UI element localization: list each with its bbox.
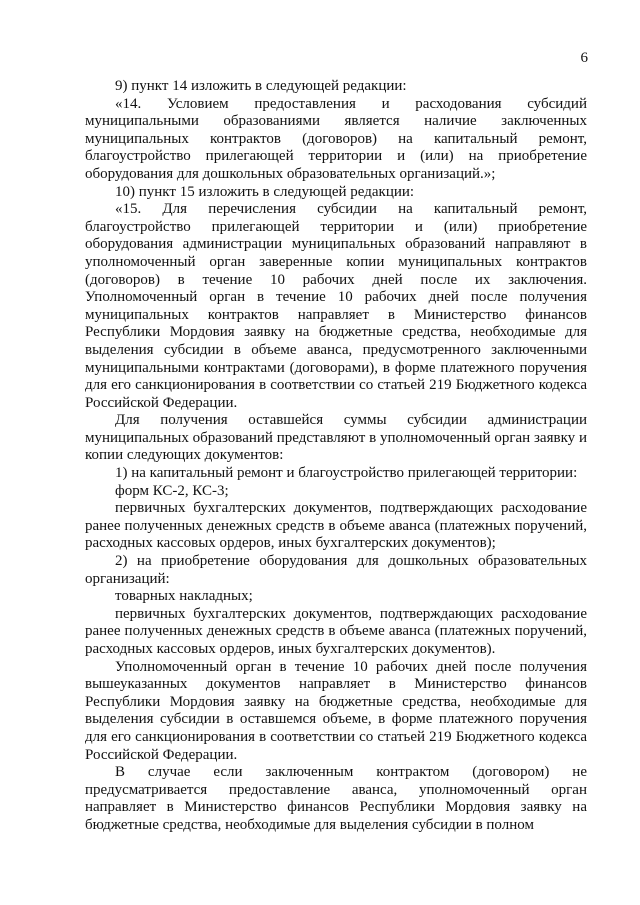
document-body xyxy=(85,78,587,835)
list-item-repair: 1) на капитальный ремонт и благоустройство прилегающей территории: xyxy=(115,465,578,482)
paragraph-no-advance: В случае если заключенным контрактом (договором) не предусматривается предоставление аванса, уполномоченный орган направляет в Министерство финансов Республики Мордовия заявку на бюджетные средства, необходимые для выделения субсидии в полном xyxy=(85,764,587,833)
paragraph-item-9-heading: 9) пункт 14 изложить в следующей редакции: xyxy=(115,78,407,94)
paragraph-remaining-subsidy: Для получения оставшейся суммы субсидии администрации муниципальных образований представляют в уполномоченный орган заявку и копии следующих документов: xyxy=(85,412,587,464)
list-subitem-ks-forms: форм КС-2, КС-3; xyxy=(115,482,229,499)
paragraph-item-10-heading: 10) пункт 15 изложить в следующей редакции: xyxy=(115,183,415,200)
paragraph-point-15-text: «15. Для перечисления субсидии на капитальный ремонт, благоустройство прилегающей территории и (или) приобретение оборудования администрации муниципальных образований направляют в уполномоченный орган заверенные копии муниципальных контрактов (договоров) в течение 10 рабочих дней после их заключения. Уполномоченный орган в течение 10 рабочих дней после получения муниципальных контрактов направляет в Министерство финансов Республики Мордовия заявку на бюджетные средства, необходимые для выделения субсидии в объеме аванса, предусмотренного заключенными муниципальными контрактами (договорами), в форме платежного поручения для его санкционирования в соответствии со статьей 219 Бюджетного кодекса Российской Федерации. xyxy=(85,201,587,411)
list-subitem-primary-docs-2: первичных бухгалтерских документов, подтверждающих расходование ранее полученных денежных средств в объеме аванса (платежных поручений, расходных кассовых ордеров, иных бухгалтерских документов). xyxy=(85,605,587,657)
paragraph-authorized-body: Уполномоченный орган в течение 10 рабочих дней после получения вышеуказанных документов направляет в Министерство финансов Республики Мордовия заявку на бюджетные средства, необходимые для выделения субсидии в оставшемся объеме, в форме платежного поручения для его санкционирования в соответствии со статьей 219 Бюджетного кодекса Российской Федерации. xyxy=(85,658,587,763)
paragraph-point-14-text: «14. Условием предоставления и расходования субсидий муниципальными образованиями является наличие заключенных муниципальных контрактов (договоров) на капитальный ремонт, благоустройство прилегающей территории и (или) на приобретение оборудования для дошкольных образовательных организаций.»; xyxy=(85,95,587,182)
list-item-equipment: 2) на приобретение оборудования для дошкольных образовательных организаций: xyxy=(85,553,587,587)
page-number: 6 xyxy=(580,50,588,66)
list-subitem-invoices: товарных накладных; xyxy=(115,588,253,605)
list-subitem-primary-docs-1: первичных бухгалтерских документов, подтверждающих расходование ранее полученных денежных средств в объеме аванса (платежных поручений, расходных кассовых ордеров, иных бухгалтерских документов); xyxy=(85,500,587,552)
